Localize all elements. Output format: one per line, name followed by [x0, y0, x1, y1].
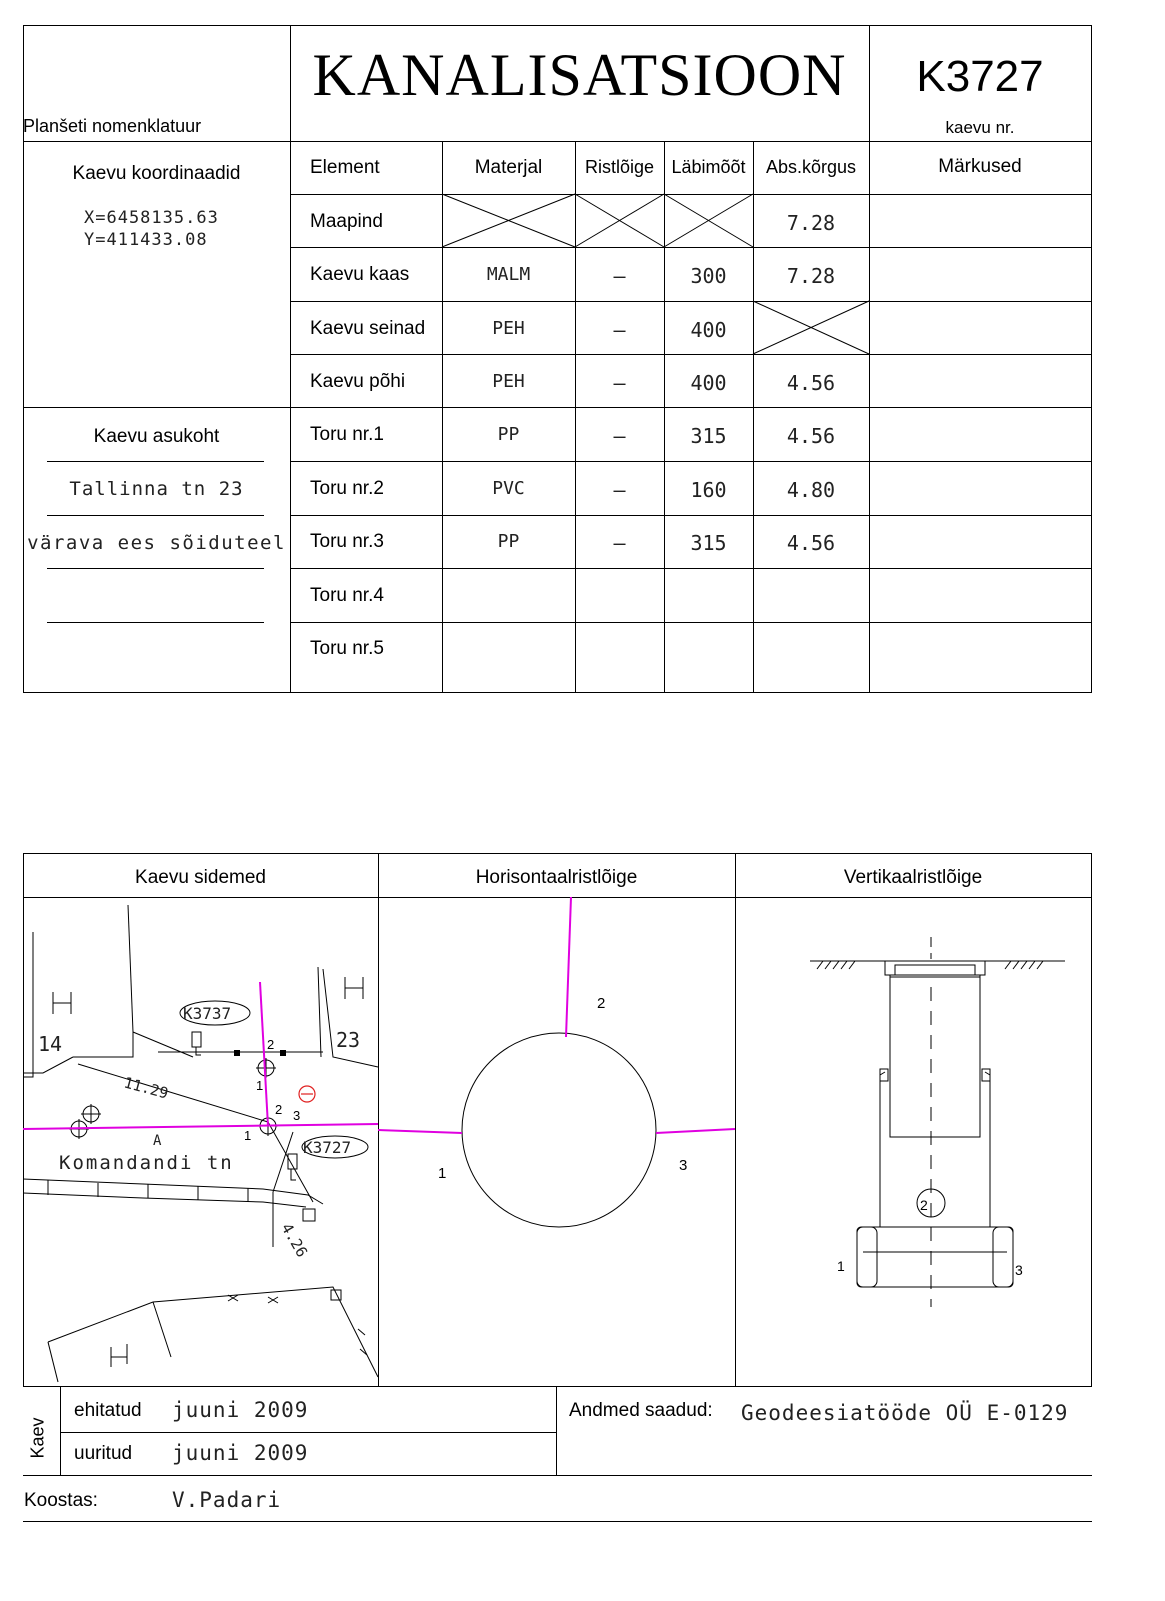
row-elevation: 4.56 [786, 424, 836, 448]
coordinates-label: Kaevu koordinaadid [72, 163, 241, 184]
row-diameter: 300 [690, 264, 727, 288]
row-element: Kaevu põhi [310, 371, 406, 392]
row-diameter: 400 [690, 318, 727, 342]
row-element: Kaevu seinad [310, 318, 426, 339]
horizontal-section-title: Horisontaalristlõige [475, 867, 638, 888]
map-manhole-k3727: K3727 [303, 1138, 352, 1157]
row-element: Toru nr.5 [310, 638, 384, 659]
column-header-section: Ristlõige [584, 157, 655, 177]
row-material: PP [497, 531, 520, 552]
surveyed-value: juuni 2009 [172, 1441, 309, 1465]
data-source-label: Andmed saadud: [569, 1400, 713, 1421]
row-section: – [613, 371, 626, 395]
column-header-element: Element [310, 157, 380, 178]
document-title: KANALISATSIOON [312, 42, 847, 108]
map-street-name: Komandandi tn [59, 1152, 234, 1174]
row-elevation: 4.56 [786, 531, 836, 555]
column-header-elevation: Abs.kõrgus [765, 157, 857, 177]
row-diameter: 315 [690, 531, 727, 555]
row-diameter: 315 [690, 424, 727, 448]
row-elevation: 4.56 [786, 371, 836, 395]
built-label: ehitatud [74, 1400, 142, 1421]
map-pipe-label-1b: 1 [244, 1128, 252, 1143]
column-header-diameter: Läbimõõt [671, 157, 746, 177]
horizontal-pipe-label-1: 1 [438, 1165, 447, 1182]
vertical-section-drawing [735, 897, 1091, 1386]
kaev-label: Kaev [27, 1417, 48, 1459]
row-elevation: 7.28 [786, 211, 836, 235]
row-material: PEH [492, 371, 525, 392]
manhole-number: K3727 [916, 52, 1044, 101]
vertical-pipe-label-3: 3 [1015, 1262, 1023, 1278]
map-distance-1: 11.29 [121, 1073, 171, 1103]
map-distance-2: 4.26 [277, 1220, 312, 1261]
vertical-section-title: Vertikaalristlõige [843, 867, 983, 888]
location-line-2: värava ees sõiduteel [27, 532, 286, 554]
row-element: Kaevu kaas [310, 264, 410, 285]
connections-title: Kaevu sidemed [135, 867, 266, 888]
nomenclature-label: Planšeti nomenklatuur [23, 116, 202, 136]
row-section: – [613, 264, 626, 288]
built-value: juuni 2009 [172, 1398, 309, 1422]
map-pipe-label-1: 1 [256, 1078, 264, 1093]
row-element: Maapind [310, 211, 383, 232]
row-material: PEH [492, 318, 525, 339]
map-house-number-right: 23 [336, 1028, 361, 1052]
map-manhole-k3737: K3737 [183, 1004, 232, 1023]
row-material: PVC [492, 478, 525, 499]
row-section: – [613, 531, 626, 555]
horizontal-section-drawing [378, 897, 735, 1386]
row-material: MALM [486, 264, 531, 285]
manhole-number-label: kaevu nr. [945, 118, 1015, 137]
map-pipe-label-2: 2 [267, 1037, 275, 1052]
vertical-pipe-label-1: 1 [837, 1258, 845, 1274]
location-label: Kaevu asukoht [93, 426, 220, 447]
row-material: PP [497, 424, 520, 445]
connections-map [23, 897, 378, 1386]
horizontal-pipe-label-2: 2 [597, 995, 606, 1012]
row-element: Toru nr.4 [310, 585, 384, 606]
row-section: – [613, 424, 626, 448]
row-element: Toru nr.3 [310, 531, 384, 552]
vertical-pipe-label-2: 2 [920, 1197, 928, 1213]
coordinate-y: Y=411433.08 [84, 230, 208, 250]
column-header-notes: Märkused [938, 156, 1022, 177]
horizontal-pipe-label-3: 3 [679, 1157, 688, 1174]
row-element: Toru nr.2 [310, 478, 384, 499]
row-elevation: 7.28 [786, 264, 836, 288]
row-diameter: 400 [690, 371, 727, 395]
map-letter-a: A [153, 1133, 162, 1149]
location-line-1: Tallinna tn 23 [69, 478, 244, 500]
row-element: Toru nr.1 [310, 424, 384, 445]
map-pipe-label-3: 3 [293, 1108, 301, 1123]
compiled-value: V.Padari [172, 1488, 282, 1512]
row-diameter: 160 [690, 478, 727, 502]
compiled-label: Koostas: [24, 1490, 98, 1511]
surveyed-label: uuritud [74, 1443, 133, 1464]
row-section: – [613, 478, 626, 502]
map-house-number-left: 14 [38, 1032, 63, 1056]
data-source-value: Geodeesiatööde OÜ E-0129 [741, 1401, 1069, 1425]
row-section: – [613, 318, 626, 342]
column-header-material: Materjal [474, 157, 543, 178]
coordinate-x: X=6458135.63 [84, 208, 219, 228]
map-pipe-label-2b: 2 [275, 1102, 283, 1117]
row-elevation: 4.80 [786, 478, 836, 502]
